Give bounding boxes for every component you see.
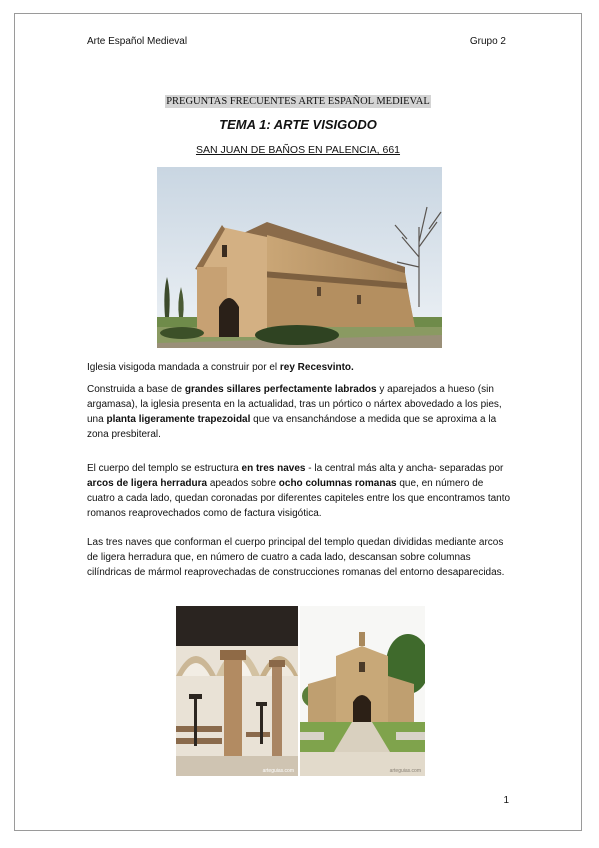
church-interior-and-facade-illustration (176, 606, 425, 776)
faq-title: PREGUNTAS FRECUENTES ARTE ESPAÑOL MEDIEVAL (166, 96, 430, 107)
page-number: 1 (503, 795, 509, 806)
church-exterior-illustration (157, 167, 442, 348)
subtitle: SAN JUAN DE BAÑOS EN PALENCIA, 661 (195, 144, 401, 156)
header-left: Arte Español Medieval (87, 36, 188, 47)
header-right: Grupo 2 (469, 36, 506, 47)
paragraph-4: Las tres naves que conforman el cuerpo principal del templo quedan divididas mediante arcos de ligera herradura que, en número de cuatro a cada lado, descansan sobre columnas cilíndricas de mármol reaprovechadas de construcciones romanas del entorno desaparecidas. (87, 537, 505, 578)
document-page (14, 13, 582, 831)
paragraph-2: Construida a base de grandes sillares perfectamente labrados y aparejados a hueso (sin argamasa), la iglesia presenta en la actualidad, tras un pórtico o nártex abovedado a los pies, una planta ligeramente trapezoidal que va ensanchándose a medida que se aproxima a la zona presbiteral. (87, 384, 502, 440)
tema-title: TEMA 1: ARTE VISIGODO (219, 117, 377, 132)
paragraph-1: Iglesia visigoda mandada a construir por el rey Recesvinto. (87, 362, 354, 373)
watermark-right: arteguias.com (389, 768, 421, 774)
paragraph-3: El cuerpo del templo se estructura en tres naves - la central más alta y ancha- separadas por arcos de ligera herradura apeados sobre ocho columnas romanas que, en número de cuatro a cada lado, quedan coronadas por diferentes capiteles entre los que encontramos tanto romanos reaprovechados como de factura visigótica. (87, 463, 511, 519)
watermark-left: arteguias.com (262, 768, 294, 774)
church-photos-pair (176, 606, 425, 776)
church-exterior-photo (157, 167, 442, 348)
